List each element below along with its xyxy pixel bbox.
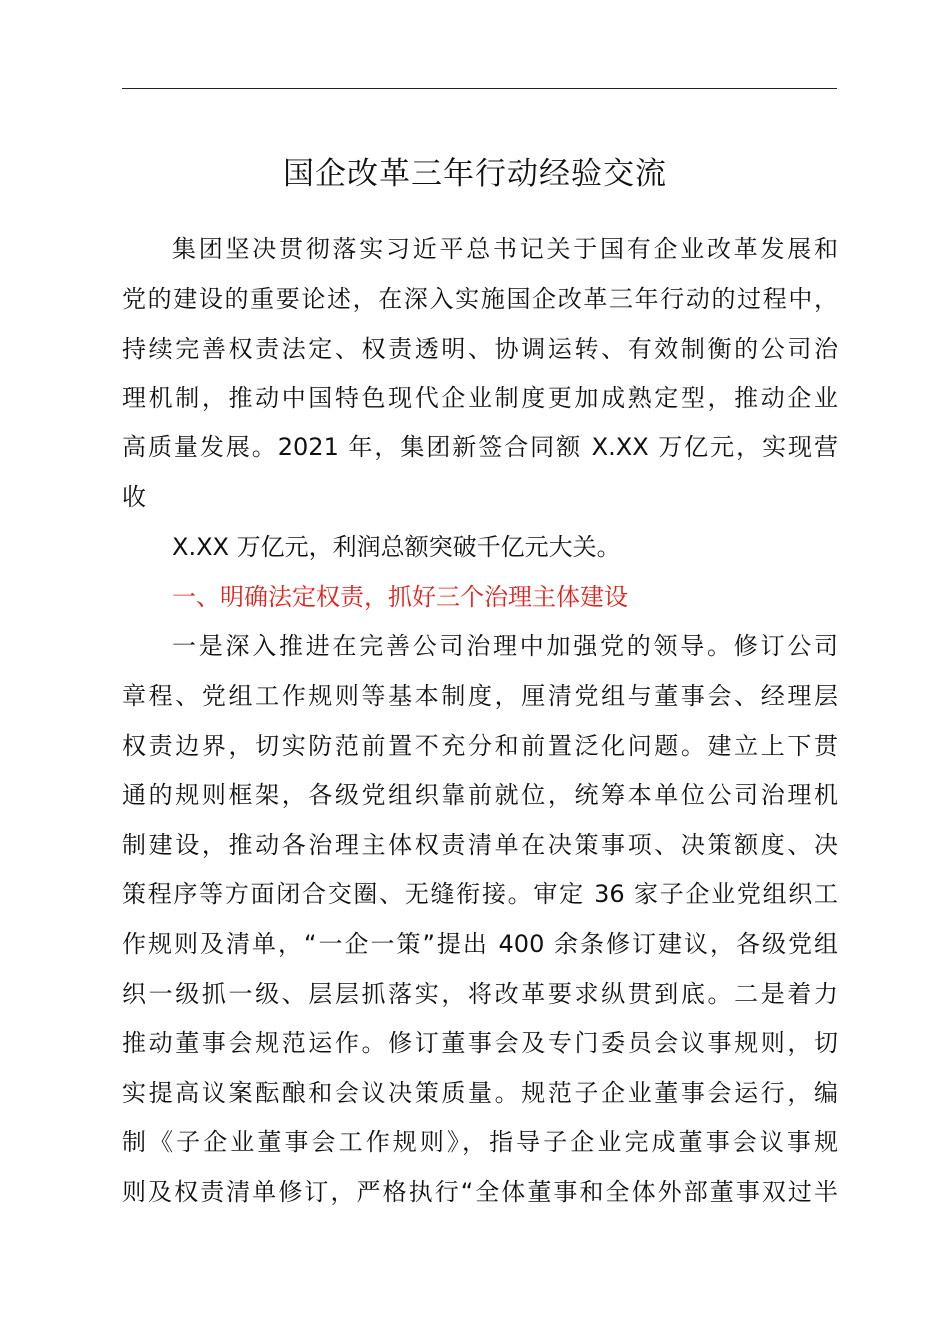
paragraph-line: 党的建设的重要论述，在深入实施国企改革三年行动的过程中， (122, 285, 838, 313)
section-heading: 一、明确法定权责，抓好三个治理主体建设 (172, 583, 628, 611)
paragraph-line: 持续完善权责法定、权责透明、协调运转、有效制衡的公司治 (122, 335, 838, 363)
paragraph-line: 高质量发展。2021 年，集团新签合同额 X.XX 万亿元，实现营 (122, 433, 838, 461)
paragraph-line: 制《子企业董事会工作规则》，指导子企业完成董事会议事规 (122, 1128, 838, 1156)
paragraph-line: X.XX 万亿元，利润总额突破千亿元大关。 (172, 533, 621, 561)
paragraph-line: 权责边界，切实防范前置不充分和前置泛化问题。建立上下贯 (122, 732, 838, 760)
paragraph-line: 章程、党组工作规则等基本制度，厘清党组与董事会、经理层 (122, 682, 838, 710)
top-rule (122, 88, 837, 89)
paragraph-line: 实提高议案酝酿和会议决策质量。规范子企业董事会运行，编 (122, 1079, 838, 1107)
paragraph-line: 理机制，推动中国特色现代企业制度更加成熟定型，推动企业 (122, 384, 838, 412)
paragraph-line: 制建设，推动各治理主体权责清单在决策事项、决策额度、决 (122, 831, 838, 859)
paragraph-line: 集团坚决贯彻落实习近平总书记关于国有企业改革发展和 (172, 235, 838, 263)
document-title: 国企改革三年行动经验交流 (283, 156, 667, 192)
paragraph-line: 作规则及清单，“一企一策”提出 400 余条修订建议，各级党组 (122, 930, 838, 958)
paragraph-line: 织一级抓一级、层层抓落实，将改革要求纵贯到底。二是着力 (122, 980, 838, 1008)
paragraph-line: 推动董事会规范运作。修订董事会及专门委员会议事规则，切 (122, 1029, 838, 1057)
paragraph-line: 收 (122, 483, 146, 511)
paragraph-line: 则及权责清单修订，严格执行“全体董事和全体外部董事双过半 (122, 1178, 838, 1206)
paragraph-line: 一是深入推进在完善公司治理中加强党的领导。修订公司 (172, 632, 838, 660)
paragraph-line: 通的规则框架，各级党组织靠前就位，统筹本单位公司治理机 (122, 781, 838, 809)
paragraph-line: 策程序等方面闭合交圈、无缝衔接。审定 36 家子企业党组织工 (122, 880, 838, 908)
